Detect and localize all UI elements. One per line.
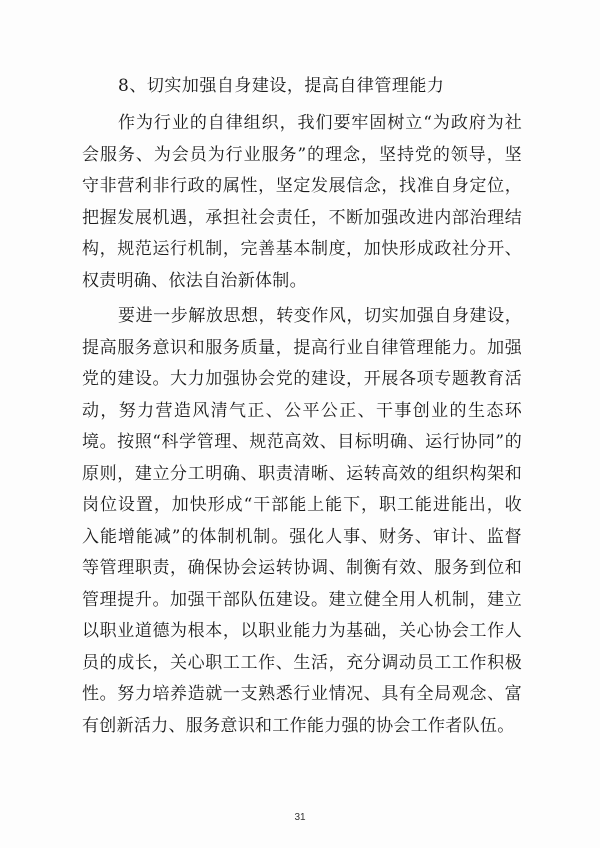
section-heading: 8、切实加强自身建设，提高自律管理能力	[118, 76, 445, 96]
document-body	[82, 70, 522, 746]
paragraph-1: 作为行业的自律组织，我们要牢固树立“为政府为社会服务、为会员为行业服务”的理念，坚持党的领导，坚守非营利非行政的属性，坚定发展信念，找准自身定位，把握发展机遇，承担社会责任，不断加强改进内部治理结构，规范运行机制，完善基本制度，加快形成政社分开、权责明确、依法自治新体制。	[82, 113, 522, 291]
page-number: 31	[294, 812, 306, 823]
paragraph-2: 要进一步解放思想，转变作风，切实加强自身建设，提高服务意识和服务质量，提高行业自律管理能力。加强党的建设。大力加强协会党的建设，开展各项专题教育活动，努力营造风清气正、公平公正、干事创业的生态环境。按照“科学管理、规范高效、目标明确、运行协同”的原则，建立分工明确、职责清晰、运转高效的组织构架和岗位设置，加快形成“干部能上能下，职工能进能出，收入能增能减”的体制机制。强化人事、财务、审计、监督等管理职责，确保协会运转协调、制衡有效、服务到位和管理提升。加强干部队伍建设。建立健全用人机制，建立以职业道德为根本，以职业能力为基础，关心协会工作人员的成长，关心职工工作、生活，充分调动员工工作积极性。努力培养造就一支熟悉行业情况、具有全局观念、富有创新活力、服务意识和工作能力强的协会工作者队伍。	[82, 306, 522, 736]
